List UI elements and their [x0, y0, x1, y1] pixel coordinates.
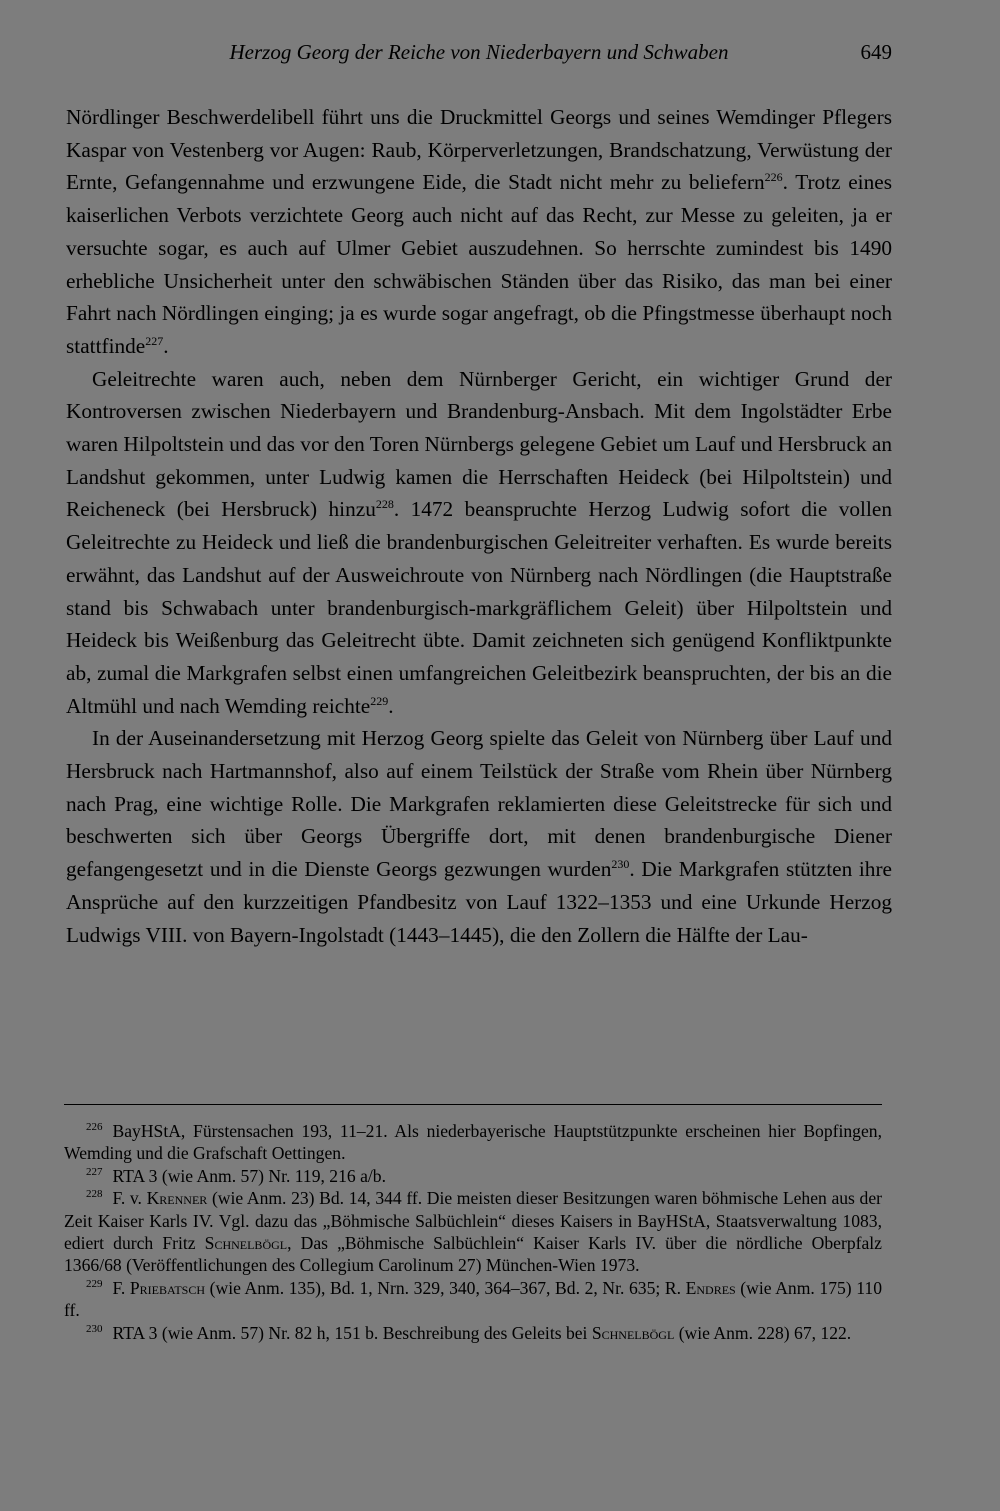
footnote-reference: 230 — [611, 857, 630, 872]
footnote — [64, 1187, 882, 1277]
text-run: , Das „Böhmische Salbüchlein“ Kaiser Karls IV. über die nördliche Oberpfalz 1366/68 (Veröffentlichungen des Collegium Carolinum 27) München-Wien 1973. — [64, 1233, 882, 1276]
footnote — [64, 1322, 882, 1344]
footnote-reference: 229 — [370, 693, 389, 708]
text-run: (wie Anm. 175) 110 ff. — [64, 1277, 882, 1321]
footnote-number: 228 — [86, 1188, 103, 1201]
text-run: (wie Anm. 135), Bd. 1, Nrn. 329, 340, 364–367, Bd. 2, Nr. 635; R. — [205, 1277, 686, 1298]
footnote — [64, 1120, 882, 1165]
author-name: Priebatsch — [129, 1277, 206, 1298]
footnote — [64, 1277, 882, 1322]
page-number: 649 — [860, 40, 892, 64]
text-run: F. — [112, 1277, 130, 1298]
author-name: Schnelbögl — [204, 1233, 288, 1254]
text-run: RTA 3 (wie Anm. 57) Nr. 119, 216 a/b. — [112, 1165, 386, 1186]
running-head — [66, 38, 892, 66]
author-name: Krenner — [146, 1188, 208, 1209]
author-name: Schnelbögl — [591, 1322, 675, 1343]
body-text — [66, 101, 892, 951]
text-run: . Die Markgrafen stützten ihre Ansprüche auf den kurzzeitigen Pfandbesitz von Lauf 1322–1353 und eine Urkunde Herzog Ludwigs VIII. von Bayern-Ingolstadt (1443–1445), die den Zollern die Hälfte der Lau- — [66, 857, 892, 947]
text-run: . — [163, 333, 169, 358]
footnote-number: 229 — [86, 1277, 103, 1290]
text-run: BayHStA, Fürstensachen 193, 11–21. Als niederbayerische Hauptstützpunkte erscheinen hier Bopfingen, Wemding und die Grafschaft Oettingen. — [64, 1121, 882, 1164]
footnote-number: 227 — [86, 1165, 103, 1178]
text-run: In der Auseinandersetzung mit Herzog Georg spielte das Geleit von Nürnberg über Lauf und Hersbruck nach Hartmannshof, also auf einem Teilstück der Straße vom Rhein über Nürnberg nach Prag, eine wichtige Rolle. Die Markgrafen reklamierten diese Geleitstrecke für sich und beschwerten sich über Georgs Übergriffe dort, mit denen brandenburgische Diener gefangengesetzt und in die Dienste Georgs gezwungen wurden — [66, 726, 892, 882]
text-run: Nördlinger Beschwerdelibell führt uns die Druckmittel Georgs und seines Wemdinger Pflegers Kaspar von Vestenberg vor Augen: Raub, Körperverletzungen, Brandschatzung, Verwüstung der Ernte, Gefangennahme und erzwungene Eide, die Stadt nicht mehr zu beliefern — [66, 105, 892, 195]
text-run: . Trotz eines kaiserlichen Verbots verzichtete Georg auch nicht auf das Recht, zur Messe zu geleiten, ja er versuchte sogar, es auch auf Ulmer Gebiet auszudehnen. So herrschte zumindest bis 1490 erhebliche Unsicherheit unter den schwäbischen Ständen über das Risiko, das man bei einer Fahrt nach Nördlingen einging; ja es wurde sogar angefragt, ob die Pfingstmesse überhaupt noch stattfinde — [66, 170, 892, 358]
footnote-number: 226 — [86, 1121, 103, 1134]
text-run: RTA 3 (wie Anm. 57) Nr. 82 h, 151 b. Beschreibung des Geleits bei — [112, 1322, 592, 1343]
text-run: . 1472 beanspruchte Herzog Ludwig sofort die vollen Geleitrechte zu Heideck und ließ die brandenburgischen Geleitreiter verhaften. Es wurde bereits erwähnt, das Landshut auf der Ausweichroute von Nürnberg nach Nördlingen (die Hauptstraße stand bis Schwabach unter brandenburgisch-markgräflichem Geleit) über Hilpoltstein und Heideck bis Weißenburg das Geleitrecht übte. Damit zeichneten sich genügend Konfliktpunkte ab, zumal die Markgrafen selbst einen umfangreichen Geleitbezirk beanspruchten, der bis an die Altmühl und nach Wemding reichte — [66, 497, 892, 718]
text-run: (wie Anm. 228) 67, 122. — [674, 1322, 852, 1343]
paragraph — [66, 722, 892, 951]
paragraph — [66, 101, 892, 363]
text-run: (wie Anm. 23) Bd. 14, 344 ff. Die meisten dieser Besitzungen waren böhmische Lehen aus der Zeit Kaiser Karls IV. Vgl. dazu das „Böhmische Salbüchlein“ dieses Kaisers in BayHStA, Staatsverwaltung 1083, ediert durch Fritz — [64, 1188, 882, 1254]
text-run: Geleitrechte waren auch, neben dem Nürnberger Gericht, ein wichtiger Grund der Kontroversen zwischen Niederbayern und Brandenburg-Ansbach. Mit dem Ingolstädter Erbe waren Hilpoltstein und das vor den Toren Nürnbergs gelegene Gebiet um Lauf und Hersbruck an Landshut gekommen, unter Ludwig kamen die Herrschaften Heideck (bei Hilpoltstein) und Reicheneck (bei Hersbruck) hinzu — [66, 366, 892, 522]
author-name: Endres — [685, 1277, 736, 1298]
footnote-number: 230 — [86, 1322, 103, 1335]
text-run: . — [388, 693, 394, 718]
running-title: Herzog Georg der Reiche von Niederbayern und Schwaben — [229, 40, 729, 64]
footnote-reference: 228 — [375, 497, 394, 512]
footnotes — [64, 1120, 882, 1344]
footnote-divider — [64, 1104, 882, 1105]
paragraph — [66, 363, 892, 723]
text-run: F. v. — [112, 1188, 147, 1209]
footnote-reference: 226 — [764, 170, 783, 185]
footnote-reference: 227 — [145, 333, 164, 348]
footnote — [64, 1165, 882, 1187]
